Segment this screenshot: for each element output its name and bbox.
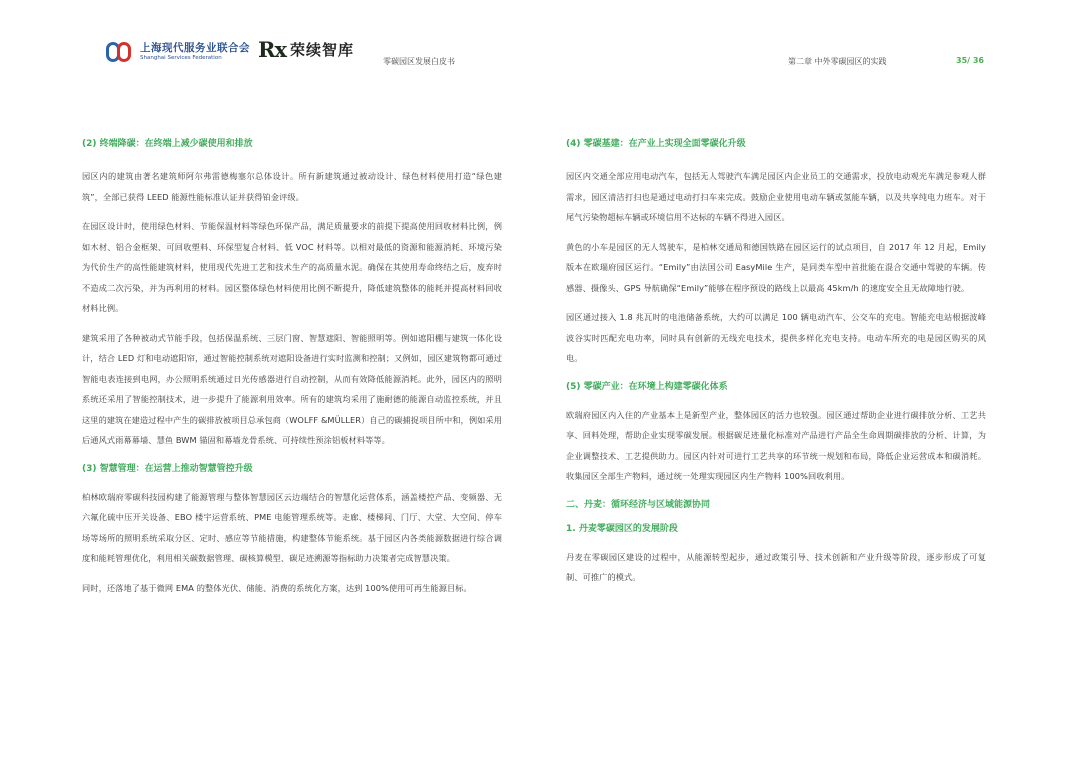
left-column: [82, 130, 502, 598]
paragraph: 同时，还落地了基于微网 EMA 的整体光伏、储能、消费的系统化方案，达到 100%使用可再生能源目标。: [82, 582, 472, 593]
section-heading-infra: (4) 零碳基建：在产业上实现全面零碳化升级: [566, 139, 746, 149]
rx-logo: [258, 37, 354, 62]
paragraph: 丹麦在零碳园区建设的过程中，从能源转型起步，通过政策引导、技术创新和产业升级等阶段，逐步形成了可复制、可推广的模式。: [566, 551, 986, 582]
right-column: [566, 130, 986, 588]
page-header: [0, 0, 1080, 90]
ssf-logo-icon: [106, 40, 134, 64]
paragraph: 欧瑞府园区内入住的产业基本上是新型产业，整体园区的活力也较强。园区通过帮助企业进行碳排放分析、工艺共享、回料处理，帮助企业实现零碳发展。根据碳足迹量化标准对产品进行产品全生命周期碳排放的分析、计算，为企业调整技术、工艺提供助力。园区内针对可进行工艺共享的环节统一规划和布局，降低企业运营成本和碳消耗。收集园区全部生产物料，通过统一处理实现园区内生产物料 100%回收利用。: [566, 409, 986, 481]
paragraph: 园区内交通全部应用电动汽车，包括无人驾驶汽车满足园区内企业员工的交通需求，投放电动观光车满足参观人群需求，园区清洁打扫也是通过电动打扫车来完成。鼓励企业使用电动车辆或氢能车辆，以及共享纯电力班车。对于尾气污染物超标车辆或环境信用不达标的车辆不得进入园区。: [566, 171, 986, 222]
section-heading-terminal: (2) 终端降碳：在终端上减少碳使用和排放: [82, 139, 253, 149]
ssf-logo: [106, 40, 250, 64]
subsection-heading-denmark-stages: 1. 丹麦零碳园区的发展阶段: [566, 523, 678, 534]
section-heading-industry: (5) 零碳产业：在环境上构建零碳化体系: [566, 381, 728, 392]
section-heading-smart: (3) 智慧管理：在运营上推动智慧管控升级: [82, 463, 253, 474]
rx-logo-cn: 荣续智库: [289, 41, 354, 59]
document-title: 零碳园区发展白皮书: [383, 57, 455, 66]
page-number: 35/ 36: [956, 56, 984, 65]
rx-logo-mark: Rx: [258, 37, 286, 62]
ssf-logo-en: Shanghai Services Federation: [140, 55, 222, 61]
paragraph: 黄色的小车是园区的无人驾驶车，是柏林交通局和德国铁路在园区运行的试点项目，自 2017 年 12 月起，Emily 版本在欧瑞府园区运行。“Emily”由法国公司 EasyMile 生产，是同类车型中首批能在混合交通中驾驶的车辆。传感器、摄像头、GPS 导航确保“Emily”能够在程序预设的路线上以最高 45km/h 的速度安全且无故障地行驶。: [566, 241, 986, 293]
ssf-logo-cn: 上海现代服务业联合会: [140, 42, 250, 54]
paragraph: 园区通过接入 1.8 兆瓦时的电池储备系统，大约可以满足 100 辆电动汽车、公交车的充电。智能充电站根据波峰波谷实时匹配充电功率，同时具有创新的无线充电技术，提供多样化充电支持。电动车所充的电是园区购买的风电。: [566, 312, 986, 363]
paragraph: 柏林欧瑞府零碳科技园构建了能源管理与整体智慧园区云边端结合的智慧化运营体系，涵盖楼控产品、变频器、无六氟化硫中压开关设备、EBO 楼宇运营系统、PME 电能管理系统等。走廊、楼梯间、门厅、大堂、大空间、停车场等场所的照明系统采取分区、定时、感应等节能措施，构建整体节能系统。基于园区内各类能源数据进行综合调度和能耗管理优化，利用相关碳数据管理、碳核算模型、碳足迹溯源等指标助力决策者完成智慧决策。: [82, 491, 502, 563]
paragraph: 在园区设计时，使用绿色材料、节能保温材料等绿色环保产品，满足质量要求的前提下提高使用回收材料比例，例如木材、铝合金框架、可回收塑料、环保型复合材料、低 VOC 材料等。以相对最低的资源和能源消耗、环境污染为代价生产的高性能建筑材料，使用现代先进工艺和技术生产的高质量水泥。确保在其使用寿命终结之后，废弃时不造成二次污染，并为再利用的材料。园区整体绿色材料使用比例不断提升，降低建筑整体的能耗并提高材料回收材料比例。: [82, 221, 502, 313]
paragraph: 园区内的建筑由著名建筑师阿尔弗雷德梅塞尔总体设计。所有新建筑通过被动设计、绿色材料使用打造“绿色建筑”，全部已获得 LEED 能源性能标准认证并获得铂金评级。: [82, 171, 502, 202]
chapter-title: 第二章 中外零碳园区的实践: [788, 57, 887, 66]
paragraph: 建筑采用了各种被动式节能手段，包括保温系统、三层门窗、智慧遮阳、智能照明等。例如遮阳棚与建筑一体化设计，结合 LED 灯和电动遮阳帘，通过智能控制系统对遮阳设备进行实时监测和控制；又例如，园区建筑物都可通过智能电表连接到电网，办公照明系统通过日光传感器进行自动控制，从而有效降低能源消耗。此外，园区内的照明系统还采用了智能控制技术，进一步提升了能源利用效率。所有的建筑均采用了施耐德的能源自动监控系统，并且这里的建筑在建造过程中产生的碳排放被项目总承包商（WOLFF &MÜLLER）自己的碳捕捉项目所中和，例如采用后通风式雨幕幕墙、慧鱼 BWM 锚固和幕墙龙骨系统、可持续性预涂铝板材料等等。: [82, 332, 502, 445]
section-heading-denmark: 二、丹麦：循环经济与区域能源协同: [566, 499, 711, 510]
